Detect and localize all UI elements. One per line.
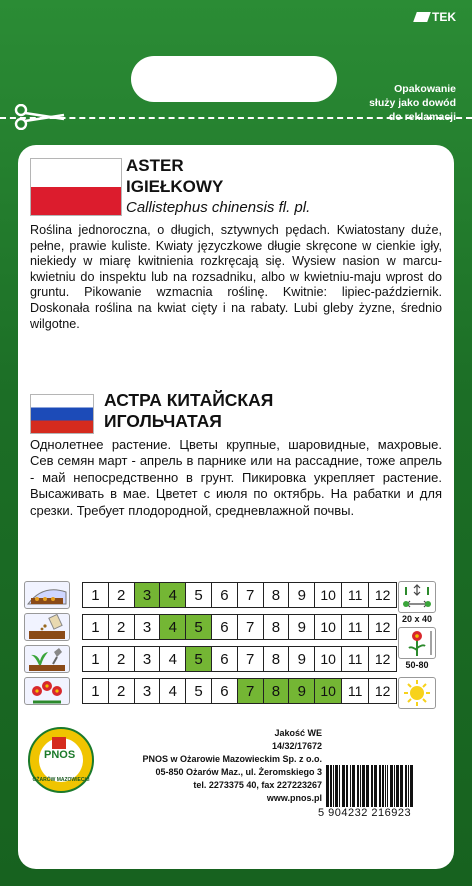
month-cell: 1 (83, 647, 109, 671)
barcode-bar (385, 765, 386, 807)
barcode (324, 765, 448, 807)
month-grid (82, 646, 397, 672)
barcode-bar (382, 765, 384, 807)
barcode-bar (366, 765, 369, 807)
flowering-icon (24, 677, 70, 705)
info-card (18, 145, 454, 869)
month-grid (82, 678, 397, 704)
month-cell: 1 (83, 615, 109, 639)
barcode-bar (390, 765, 393, 807)
month-cell: 12 (374, 683, 391, 699)
greenhouse-sowing-icon (24, 581, 70, 609)
month-cell: 7 (238, 615, 264, 639)
tek-logo (415, 10, 456, 24)
month-cell: 6 (212, 583, 238, 607)
latin-name: Callistephus chinensis fl. pl. (126, 199, 311, 216)
producer-info (100, 727, 322, 805)
cut-line (0, 117, 472, 119)
month-cell: 5 (186, 583, 212, 607)
month-cell: 3 (135, 615, 161, 639)
poland-flag-icon (30, 158, 122, 216)
russia-flag-icon (30, 394, 94, 434)
barcode-digits: 5 904232 216923 (318, 807, 412, 819)
month-cell: 4 (160, 647, 186, 671)
month-cell: 2 (109, 647, 135, 671)
barcode-bar (339, 765, 340, 807)
pnos-logo (28, 727, 94, 793)
month-cell: 6 (212, 647, 238, 671)
month-cell: 4 (160, 583, 186, 607)
month-cell: 1 (83, 679, 109, 703)
month-cell: 5 (186, 679, 212, 703)
barcode-bar (335, 765, 338, 807)
barcode-bar (360, 765, 361, 807)
month-cell: 7 (238, 647, 264, 671)
month-cell: 8 (264, 583, 290, 607)
proof-line-1: Opakowanie (394, 83, 456, 95)
month-cell: 10 (315, 679, 342, 703)
month-cell: 7 (238, 679, 264, 703)
plant-height-icon (398, 627, 436, 659)
month-cell: 2 (109, 679, 135, 703)
proof-line-3: do reklamacji (388, 111, 456, 123)
barcode-bar (387, 765, 388, 807)
calendar-row-transplanting (24, 645, 397, 673)
barcode-bar (394, 765, 395, 807)
company-address: 05-850 Ożarów Maz., ul. Żeromskiego 3 (155, 767, 322, 777)
month-cell: 10 (315, 583, 342, 607)
barcode-bar (352, 765, 355, 807)
month-cell: 12 (374, 651, 391, 667)
company-phone: tel. 2273375 40, fax 227223267 (193, 780, 322, 790)
full-sun-icon (398, 677, 436, 709)
month-cell: 11 (342, 679, 369, 703)
polish-description: Roślina jednoroczna, o długich, sztywnych pędach. Kwiatostany duże, pełne, prawie kuliste. Kwiaty języczkowe długie skręcone w cienkie igły, niekiedy w miarę kwitnienia rozkręcają się. Wysiew nasion w marcu-kwietniu do inspektu lub na rozsadniku, albo w kwietniu-maju wprost do gruntu. Pikowanie wzmacnia roślinę. Kwitnie: lipiec-październik. Doskonała roślina na kwiat cięty i na rabaty. Lubi gleby żyzne, średnio wilgotne. (30, 223, 442, 331)
month-cell: 8 (264, 615, 290, 639)
quality-mark: Jakość WE (274, 728, 322, 738)
plant-spacing (398, 581, 436, 624)
month-cell: 6 (212, 615, 238, 639)
month-cell: 9 (289, 583, 315, 607)
barcode-bar (326, 765, 329, 807)
company-name: PNOS w Ożarowie Mazowieckim Sp. z o.o. (142, 754, 322, 764)
barcode-bar (405, 765, 407, 807)
month-cell: 11 (342, 647, 369, 671)
month-cell: 10 (315, 647, 342, 671)
month-cell: 2 (109, 615, 135, 639)
barcode-bar (400, 765, 403, 807)
barcode-bar (408, 765, 409, 807)
barcode-bar (346, 765, 348, 807)
barcode-bar (379, 765, 381, 807)
plant-height (398, 627, 436, 670)
month-grid (82, 614, 397, 640)
barcode-bar (333, 765, 334, 807)
proof-line-2: służy jako dowód (369, 97, 456, 109)
month-cell: 5 (186, 647, 212, 671)
barcode-bar (362, 765, 365, 807)
logo-ring-text: OŻARÓW MAZOWIECKI (32, 777, 90, 783)
logo-text: PNOS (44, 749, 76, 761)
month-cell: 4 (160, 679, 186, 703)
company-website: www.pnos.pl (266, 793, 322, 803)
calendar-row-greenhouse (24, 581, 397, 609)
seed-sowing-icon (24, 613, 70, 641)
month-cell: 10 (315, 615, 342, 639)
spacing-value: 20 x 40 (401, 614, 433, 624)
month-cell: 5 (186, 615, 212, 639)
month-cell: 2 (109, 583, 135, 607)
month-cell: 8 (264, 647, 290, 671)
tek-label: TEK (432, 10, 456, 24)
polish-title-line-2: IGIEŁKOWY (126, 177, 224, 196)
barcode-bar (357, 765, 359, 807)
calendar-row-sowing (24, 613, 397, 641)
month-grid (82, 582, 397, 608)
barcode-bar (410, 765, 413, 807)
month-cell: 6 (212, 679, 238, 703)
height-value: 50-80 (405, 660, 429, 670)
barcode-bar (342, 765, 345, 807)
calendar-row-flowering (24, 677, 397, 705)
month-cell: 3 (135, 679, 161, 703)
month-cell: 7 (238, 583, 264, 607)
transplanting-icon (24, 645, 70, 673)
month-cell: 8 (264, 679, 290, 703)
russian-title-line-1: АСТРА КИТАЙСКАЯ (104, 390, 274, 410)
month-cell: 1 (83, 583, 109, 607)
barcode-bar (374, 765, 377, 807)
barcode-bar (371, 765, 373, 807)
barcode-bar (350, 765, 351, 807)
month-cell: 11 (342, 615, 369, 639)
month-cell: 3 (135, 647, 161, 671)
month-cell: 9 (289, 615, 315, 639)
plant-spacing-icon (398, 581, 436, 613)
russian-title-line-2: ИГОЛЬЧАТАЯ (104, 411, 222, 431)
barcode-bar (396, 765, 399, 807)
russian-description: Однолетнее растение. Цветы крупные, шаровидные, махровые. Сев семян март - апрель в парнике или на рассадние, тоже апрель - май непосредственно в грунт. Пикировка укрепляет растение. Высаживать в мае. Цветет с июля по октябрь. На рабатки и для срезки. Требует плодородной, средневлажной почвы. (30, 437, 442, 518)
barcode-bar (330, 765, 332, 807)
tek-icon (413, 12, 431, 22)
russian-title (104, 390, 273, 432)
month-cell: 11 (342, 583, 369, 607)
hang-hole (131, 56, 337, 102)
month-cell: 9 (289, 679, 315, 703)
month-cell: 4 (160, 615, 186, 639)
month-cell: 12 (374, 587, 391, 603)
month-cell: 3 (135, 583, 161, 607)
month-cell: 12 (374, 619, 391, 635)
sun-exposure (398, 677, 436, 709)
month-cell: 9 (289, 647, 315, 671)
lot-number: 14/32/17672 (271, 741, 322, 751)
polish-title-line-1: ASTER (126, 156, 184, 175)
polish-title (126, 155, 310, 218)
